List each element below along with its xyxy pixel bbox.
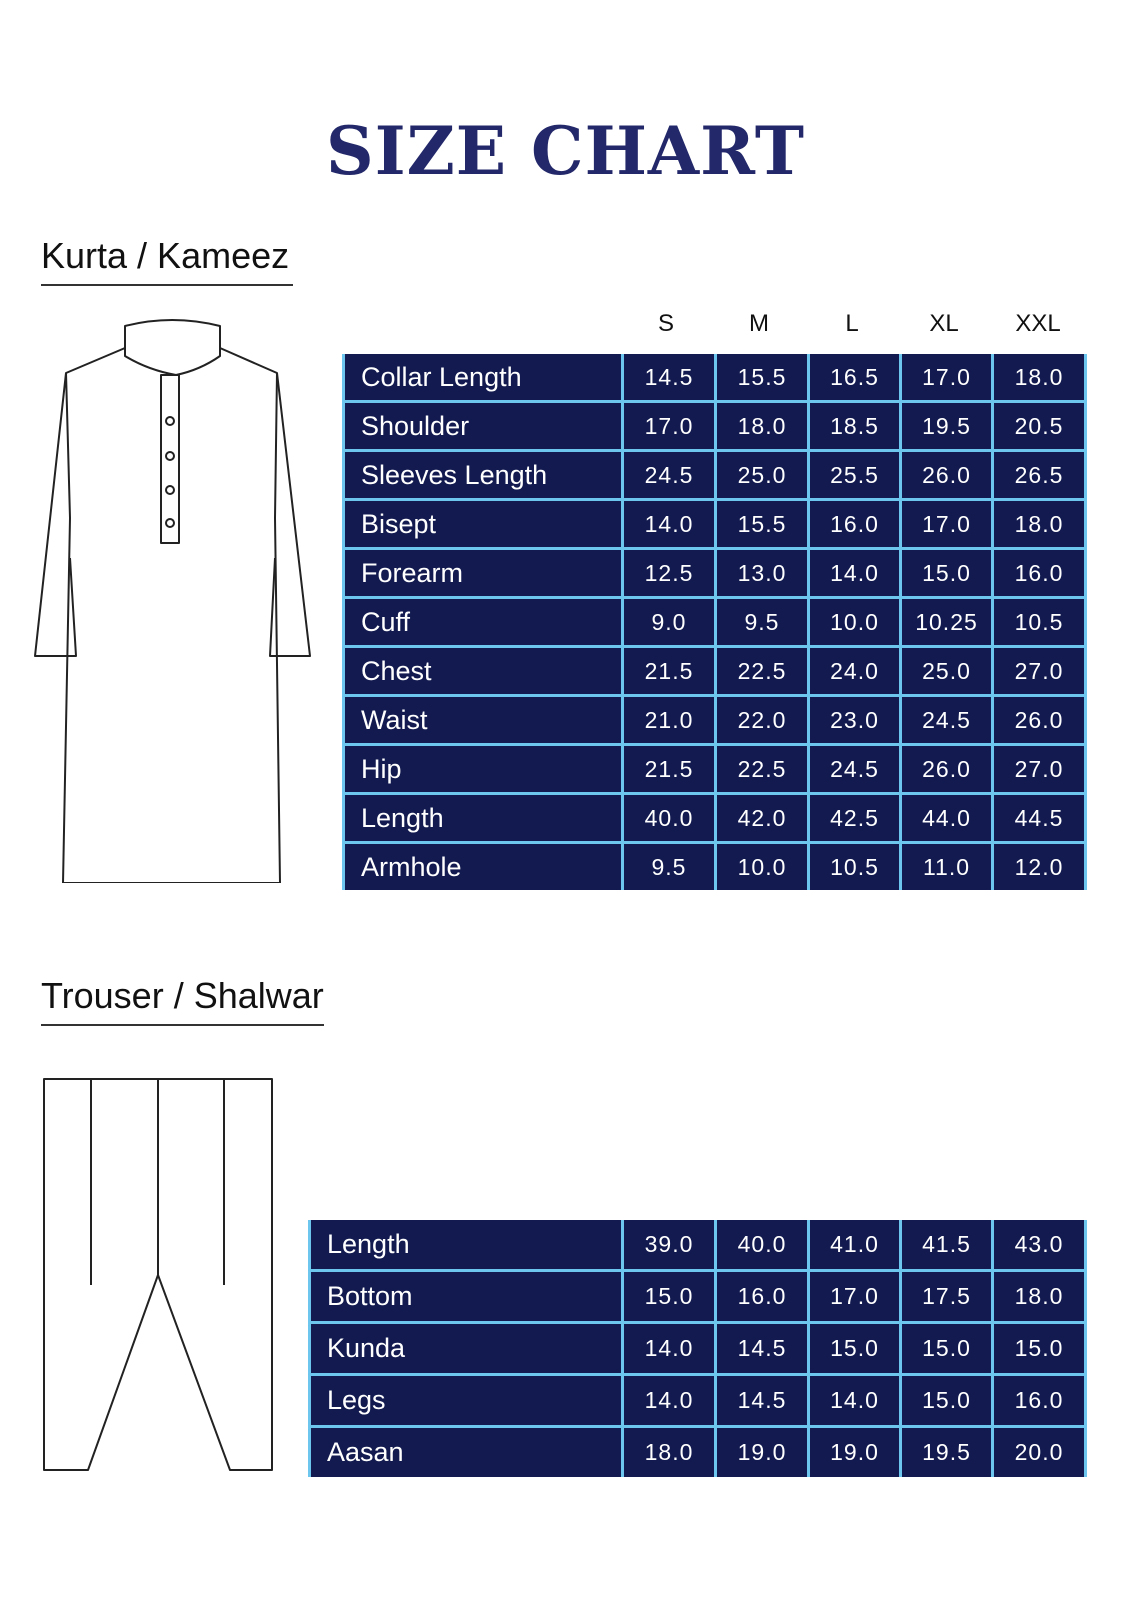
size-value-cell: 19.5 bbox=[902, 403, 991, 449]
size-value-cell: 42.5 bbox=[810, 795, 899, 841]
row-label: Cuff bbox=[345, 599, 621, 645]
size-value-cell: 24.5 bbox=[902, 697, 991, 743]
size-value-cell: 16.0 bbox=[994, 550, 1084, 596]
size-value-cell: 18.0 bbox=[994, 354, 1084, 400]
size-value-cell: 14.0 bbox=[624, 501, 714, 547]
size-value-cell: 42.0 bbox=[717, 795, 807, 841]
trouser-section-title: Trouser / Shalwar bbox=[41, 976, 324, 1026]
size-value-cell: 9.5 bbox=[624, 844, 714, 890]
size-value-cell: 26.0 bbox=[902, 746, 991, 792]
size-value-cell: 10.0 bbox=[717, 844, 807, 890]
size-value-cell: 26.5 bbox=[994, 452, 1084, 498]
size-value-cell: 18.0 bbox=[994, 501, 1084, 547]
size-value-cell: 17.0 bbox=[810, 1272, 899, 1321]
row-label: Hip bbox=[345, 746, 621, 792]
size-value-cell: 40.0 bbox=[717, 1220, 807, 1269]
size-value-cell: 22.0 bbox=[717, 697, 807, 743]
row-label: Shoulder bbox=[345, 403, 621, 449]
size-value-cell: 17.5 bbox=[902, 1272, 991, 1321]
size-value-cell: 13.0 bbox=[717, 550, 807, 596]
size-header-xxl: XXL bbox=[1015, 310, 1061, 337]
size-value-cell: 19.0 bbox=[810, 1428, 899, 1477]
size-value-cell: 19.5 bbox=[902, 1428, 991, 1477]
size-header-s: S bbox=[657, 310, 674, 337]
size-value-cell: 15.0 bbox=[994, 1324, 1084, 1373]
size-value-cell: 14.0 bbox=[624, 1324, 714, 1373]
size-value-cell: 19.0 bbox=[717, 1428, 807, 1477]
row-label: Aasan bbox=[311, 1428, 621, 1477]
size-value-cell: 39.0 bbox=[624, 1220, 714, 1269]
row-label: Sleeves Length bbox=[345, 452, 621, 498]
kurta-size-table bbox=[342, 354, 1087, 890]
size-value-cell: 24.0 bbox=[810, 648, 899, 694]
size-value-cell: 27.0 bbox=[994, 648, 1084, 694]
size-value-cell: 25.0 bbox=[717, 452, 807, 498]
size-value-cell: 26.0 bbox=[902, 452, 991, 498]
kurta-section-title: Kurta / Kameez bbox=[41, 236, 293, 286]
size-value-cell: 14.5 bbox=[624, 354, 714, 400]
size-value-cell: 27.0 bbox=[994, 746, 1084, 792]
row-label: Legs bbox=[311, 1376, 621, 1425]
size-value-cell: 15.0 bbox=[810, 1324, 899, 1373]
row-label: Collar Length bbox=[345, 354, 621, 400]
size-value-cell: 18.0 bbox=[624, 1428, 714, 1477]
size-value-cell: 22.5 bbox=[717, 648, 807, 694]
row-label: Bottom bbox=[311, 1272, 621, 1321]
size-value-cell: 12.5 bbox=[624, 550, 714, 596]
size-value-cell: 17.0 bbox=[902, 501, 991, 547]
size-value-cell: 14.0 bbox=[624, 1376, 714, 1425]
size-value-cell: 24.5 bbox=[624, 452, 714, 498]
size-value-cell: 21.5 bbox=[624, 648, 714, 694]
trouser-illustration-icon bbox=[40, 1075, 275, 1475]
size-value-cell: 26.0 bbox=[994, 697, 1084, 743]
size-value-cell: 20.0 bbox=[994, 1428, 1084, 1477]
size-value-cell: 15.0 bbox=[902, 1376, 991, 1425]
size-value-cell: 17.0 bbox=[624, 403, 714, 449]
row-label: Forearm bbox=[345, 550, 621, 596]
size-value-cell: 14.5 bbox=[717, 1324, 807, 1373]
size-value-cell: 10.5 bbox=[810, 844, 899, 890]
size-value-cell: 16.0 bbox=[810, 501, 899, 547]
size-value-cell: 15.0 bbox=[902, 1324, 991, 1373]
size-value-cell: 25.5 bbox=[810, 452, 899, 498]
size-value-cell: 43.0 bbox=[994, 1220, 1084, 1269]
size-value-cell: 41.0 bbox=[810, 1220, 899, 1269]
size-value-cell: 11.0 bbox=[902, 844, 991, 890]
row-label: Bisept bbox=[345, 501, 621, 547]
row-label: Waist bbox=[345, 697, 621, 743]
size-value-cell: 44.5 bbox=[994, 795, 1084, 841]
row-label: Chest bbox=[345, 648, 621, 694]
size-value-cell: 16.0 bbox=[717, 1272, 807, 1321]
size-value-cell: 16.0 bbox=[994, 1376, 1084, 1425]
size-value-cell: 12.0 bbox=[994, 844, 1084, 890]
row-label: Armhole bbox=[345, 844, 621, 890]
size-header-l: L bbox=[845, 310, 859, 337]
size-value-cell: 18.0 bbox=[994, 1272, 1084, 1321]
size-value-cell: 16.5 bbox=[810, 354, 899, 400]
size-value-cell: 9.5 bbox=[717, 599, 807, 645]
kurta-illustration-icon bbox=[30, 318, 315, 883]
size-value-cell: 10.5 bbox=[994, 599, 1084, 645]
size-value-cell: 22.5 bbox=[717, 746, 807, 792]
size-value-cell: 40.0 bbox=[624, 795, 714, 841]
size-header-xl: XL bbox=[929, 310, 959, 337]
size-value-cell: 18.5 bbox=[810, 403, 899, 449]
size-value-cell: 15.5 bbox=[717, 354, 807, 400]
page-title: SIZE CHART bbox=[326, 112, 805, 190]
size-value-cell: 25.0 bbox=[902, 648, 991, 694]
size-header-m: M bbox=[749, 310, 769, 337]
size-value-cell: 14.5 bbox=[717, 1376, 807, 1425]
size-value-cell: 9.0 bbox=[624, 599, 714, 645]
size-value-cell: 10.25 bbox=[902, 599, 991, 645]
trouser-size-table bbox=[308, 1220, 1087, 1477]
row-label: Length bbox=[311, 1220, 621, 1269]
size-value-cell: 14.0 bbox=[810, 550, 899, 596]
size-value-cell: 10.0 bbox=[810, 599, 899, 645]
size-value-cell: 23.0 bbox=[810, 697, 899, 743]
size-value-cell: 15.0 bbox=[902, 550, 991, 596]
size-value-cell: 21.5 bbox=[624, 746, 714, 792]
size-value-cell: 44.0 bbox=[902, 795, 991, 841]
size-value-cell: 24.5 bbox=[810, 746, 899, 792]
size-value-cell: 14.0 bbox=[810, 1376, 899, 1425]
size-value-cell: 15.0 bbox=[624, 1272, 714, 1321]
row-label: Kunda bbox=[311, 1324, 621, 1373]
row-label: Length bbox=[345, 795, 621, 841]
size-value-cell: 18.0 bbox=[717, 403, 807, 449]
size-value-cell: 15.5 bbox=[717, 501, 807, 547]
size-value-cell: 20.5 bbox=[994, 403, 1084, 449]
size-value-cell: 21.0 bbox=[624, 697, 714, 743]
size-value-cell: 41.5 bbox=[902, 1220, 991, 1269]
size-value-cell: 17.0 bbox=[902, 354, 991, 400]
